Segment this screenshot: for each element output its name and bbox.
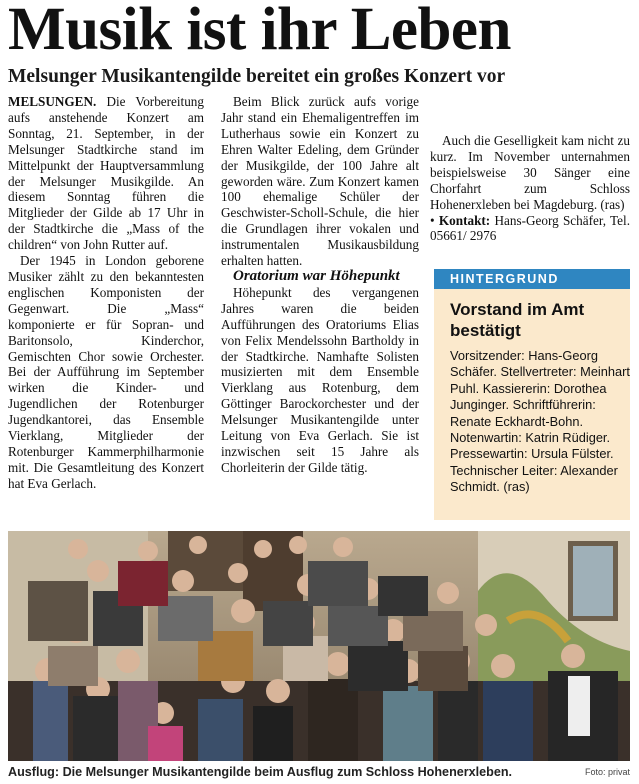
article-paragraph-1 [8,94,204,253]
group-photo-illustration [8,531,630,761]
article-column-2 [221,94,419,476]
group-photo [8,531,630,761]
article-paragraph-1-text: Die Vorbereitung aufs anstehende Konzert am Sonntag, 21. September, in der Melsunger Stadtkirche stand im Mittelpunkt der Hauptversammlung der Melsunger Musikgilde. An diesem Sonntag führen die Mitglieder der Gilde ab 17 Uhr in der Stadtkirche die „Mass of the children“ von John Rutter auf. [8,94,204,253]
article-paragraph-3: Beim Blick zurück aufs vorige Jahr stand ein Ehemaligentreffen im Lutherhaus sowie ein Konzert zu Ehren Walter Edeling, dem Gründer der Musikgilde, der 100 Jahre alt geworden wäre. Zum Konzert kamen 100 ehemalige Schüler der Geschwister-Scholl-Schule, die hier die Grundlagen ihrer vokalen und instrumentalen Musikausbildung erhalten hatten. [221,94,419,269]
background-box [434,269,630,520]
headline: Musik ist ihr Leben [8,0,511,63]
article-paragraph-5: Auch die Geselligkeit kam nicht zu kurz. Im November unternahmen beispielsweise 30 Sänger eine Chorfahrt zum Schloss Hohenerxleben bei Magdeburg. (ras) [430,133,630,212]
dateline: MELSUNGEN. [8,94,97,109]
box-title: Vorstand im Amt bestätigt [450,300,585,340]
subheadline: Melsunger Musikantengilde bereitet ein großes Konzert vor [8,66,506,87]
box-label: HINTERGRUND [434,269,630,289]
article-subtitle: Oratorium war Höhepunkt [233,267,400,284]
box-body: Vorsitzender: Hans-Georg Schäfer. Stellvertreter: Meinhart Puhl. Kassiererin: Dorothea Junginger. Schriftführerin: Renate Eckhardt-Bohn. Notenwartin: Katrin Rüdiger. Pressewartin: Ursula Fülster. Technischer Leiter: Alexander Schmidt. (ras) [450,348,630,495]
photo-credit: Foto: privat [584,767,630,777]
kontakt-label: Kontakt: [438,212,491,228]
article-column-1 [8,94,204,492]
kontakt-text: Hans-Georg Schäfer, Tel. 05661/ 2976 [430,212,630,244]
article-paragraph-2: Der 1945 in London geborene Musiker zählt zu den bekanntesten englischen Komponisten der Gegenwart. Die „Mass“ komponierte er für Sopran- und Baritonsolo, Kinderchor, Gemischten Chor sowie Orchester. Bei der Aufführung im September wirken die Kinder- und Jugendlichen der Rotenburger Jugendkantorei, das Ensemble Vierklang, Mitglieder der Rotenburger Kammerphilharmonie mit. Die Gesamtleitung des Konzert hat Eva Gerlach. [8,253,204,491]
article-paragraph-4: Höhepunkt des vergangenen Jahres waren die beiden Aufführungen des Oratoriums Elias von Felix Mendelssohn Bartholdy in der Stadtkirche. Namhafte Solisten musizierten mit dem Ensemble Vierklang aus Rotenburg, dem Göttinger Barockorchester und der Melsunger Musikantengilde unter Leitung von Eva Gerlach. Sie ist inzwischen seit 15 Jahre als Chorleiterin der Gilde tätig. [221,284,419,475]
article-column-3-text [430,133,630,244]
kontakt-line: • Kontakt: Hans-Georg Schäfer, Tel. 05661/ 2976 [430,212,630,244]
photo-caption: Ausflug: Die Melsunger Musikantengilde beim Ausflug zum Schloss Hohenerxleben. [8,765,513,779]
